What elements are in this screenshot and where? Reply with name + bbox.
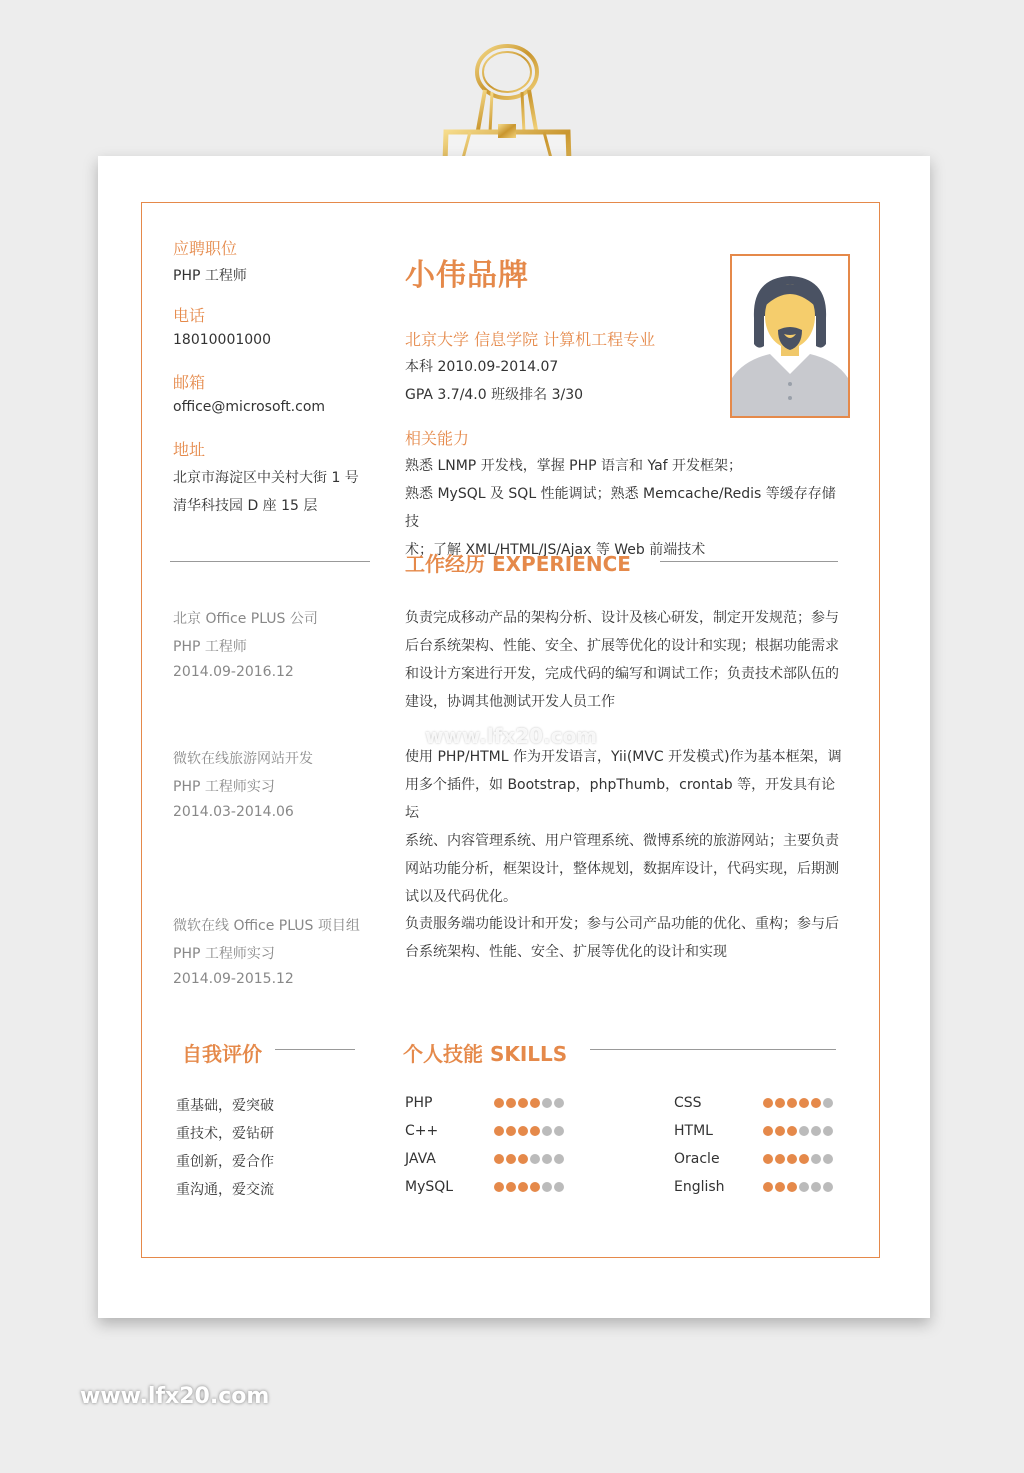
position-label: 应聘职位 xyxy=(173,239,238,258)
rating-dot-filled xyxy=(494,1126,504,1136)
rating-dot-empty xyxy=(542,1154,552,1164)
exp-role: PHP 工程师 xyxy=(173,639,247,655)
education-school: 北京大学 信息学院 计算机工程专业 xyxy=(405,330,656,349)
rating-dot-filled xyxy=(763,1098,773,1108)
rating-dot-filled xyxy=(787,1098,797,1108)
education-degree: 本科 2010.09-2014.07 xyxy=(405,359,559,375)
rating-dot-filled xyxy=(763,1126,773,1136)
education-gpa: GPA 3.7/4.0 班级排名 3/30 xyxy=(405,387,584,403)
abilities-line: 熟悉 LNMP 开发栈，掌握 PHP 语言和 Yaf 开发框架； xyxy=(405,458,743,474)
skill-rating xyxy=(494,1154,564,1164)
rating-dot-empty xyxy=(823,1098,833,1108)
skill-name: PHP xyxy=(405,1095,433,1111)
self-eval-divider xyxy=(275,1049,355,1050)
rating-dot-empty xyxy=(799,1182,809,1192)
exp-line: 负责完成移动产品的架构分析、设计及核心研发，制定开发规范；参与 xyxy=(405,610,839,626)
rating-dot-empty xyxy=(554,1182,564,1192)
phone-value: 18010001000 xyxy=(173,332,271,348)
rating-dot-empty xyxy=(542,1126,552,1136)
abilities-title: 相关能力 xyxy=(405,429,470,448)
rating-dot-empty xyxy=(799,1126,809,1136)
self-eval-item: 重基础，爱突破 xyxy=(176,1098,274,1114)
skills-divider xyxy=(590,1049,836,1050)
skill-name: Oracle xyxy=(674,1151,720,1167)
rating-dot-filled xyxy=(775,1154,785,1164)
rating-dot-empty xyxy=(554,1098,564,1108)
exp-line: 台系统架构、性能、安全、扩展等优化的设计和实现 xyxy=(405,944,727,960)
rating-dot-empty xyxy=(554,1126,564,1136)
address-label: 地址 xyxy=(173,440,206,459)
rating-dot-filled xyxy=(518,1154,528,1164)
rating-dot-empty xyxy=(811,1182,821,1192)
watermark-center: www.lfx20.com xyxy=(425,724,598,748)
candidate-name: 小伟品牌 xyxy=(405,258,529,293)
skill-rating xyxy=(763,1098,833,1108)
rating-dot-filled xyxy=(787,1126,797,1136)
position-value: PHP 工程师 xyxy=(173,268,247,284)
rating-dot-filled xyxy=(787,1154,797,1164)
exp-description xyxy=(405,743,845,911)
exp-line: 用多个插件，如 Bootstrap，phpThumb，crontab 等，开发具有论坛 xyxy=(405,777,836,821)
skill-name: C++ xyxy=(405,1123,439,1139)
address-line-1: 北京市海淀区中关村大街 1 号 xyxy=(173,470,359,486)
skill-name: HTML xyxy=(674,1123,713,1139)
skill-rating xyxy=(494,1126,564,1136)
self-eval-item: 重技术，爱钻研 xyxy=(176,1126,274,1142)
rating-dot-filled xyxy=(530,1126,540,1136)
exp-role: PHP 工程师实习 xyxy=(173,779,275,795)
rating-dot-filled xyxy=(506,1126,516,1136)
exp-period: 2014.09-2016.12 xyxy=(173,664,294,680)
skill-rating xyxy=(494,1098,564,1108)
rating-dot-filled xyxy=(530,1098,540,1108)
exp-line: 负责服务端功能设计和开发；参与公司产品功能的优化、重构；参与后 xyxy=(405,916,839,932)
rating-dot-empty xyxy=(823,1154,833,1164)
rating-dot-filled xyxy=(763,1154,773,1164)
skill-name: CSS xyxy=(674,1095,702,1111)
rating-dot-empty xyxy=(542,1098,552,1108)
rating-dot-filled xyxy=(506,1098,516,1108)
divider-left xyxy=(170,561,370,562)
exp-line: 和设计方案进行开发，完成代码的编写和调试工作；负责技术部队伍的 xyxy=(405,666,839,682)
rating-dot-filled xyxy=(518,1098,528,1108)
rating-dot-filled xyxy=(799,1154,809,1164)
rating-dot-empty xyxy=(823,1182,833,1192)
divider-right xyxy=(660,561,838,562)
rating-dot-empty xyxy=(530,1154,540,1164)
rating-dot-filled xyxy=(763,1182,773,1192)
experience-title: 工作经历 EXPERIENCE xyxy=(405,552,631,576)
rating-dot-empty xyxy=(542,1182,552,1192)
email-value: office@microsoft.com xyxy=(173,399,326,415)
phone-label: 电话 xyxy=(173,306,206,325)
rating-dot-filled xyxy=(494,1182,504,1192)
rating-dot-filled xyxy=(506,1154,516,1164)
exp-company: 微软在线旅游网站开发 xyxy=(173,751,313,767)
rating-dot-empty xyxy=(823,1126,833,1136)
skill-rating xyxy=(763,1126,833,1136)
rating-dot-filled xyxy=(775,1126,785,1136)
rating-dot-filled xyxy=(775,1098,785,1108)
email-label: 邮箱 xyxy=(173,373,206,392)
exp-company: 北京 Office PLUS 公司 xyxy=(173,611,318,627)
self-eval-item: 重创新，爱合作 xyxy=(176,1154,274,1170)
rating-dot-filled xyxy=(530,1182,540,1192)
rating-dot-filled xyxy=(787,1182,797,1192)
address-line-2: 清华科技园 D 座 15 层 xyxy=(173,498,318,514)
rating-dot-filled xyxy=(494,1098,504,1108)
rating-dot-empty xyxy=(554,1154,564,1164)
rating-dot-filled xyxy=(518,1182,528,1192)
exp-description xyxy=(405,910,845,966)
exp-line: 系统、内容管理系统、用户管理系统、微博系统的旅游网站；主要负责 xyxy=(405,833,839,849)
exp-line: 建设，协调其他测试开发人员工作 xyxy=(405,694,615,710)
rating-dot-filled xyxy=(506,1182,516,1192)
exp-line: 试以及代码优化。 xyxy=(405,889,517,905)
exp-company: 微软在线 Office PLUS 项目组 xyxy=(173,918,360,934)
rating-dot-filled xyxy=(775,1182,785,1192)
skill-name: MySQL xyxy=(405,1179,454,1195)
exp-role: PHP 工程师实习 xyxy=(173,946,275,962)
exp-period: 2014.09-2015.12 xyxy=(173,971,294,987)
self-eval-title: 自我评价 xyxy=(182,1042,262,1066)
abilities-line: 术；了解 XML/HTML/JS/Ajax 等 Web 前端技术 xyxy=(405,542,706,558)
exp-line: 使用 PHP/HTML 作为开发语言，Yii(MVC 开发模式)作为基本框架，调 xyxy=(405,749,842,765)
watermark-corner: www.lfx20.com xyxy=(80,1384,270,1409)
skill-rating xyxy=(763,1182,833,1192)
exp-period: 2014.03-2014.06 xyxy=(173,804,294,820)
skill-rating xyxy=(763,1154,833,1164)
skills-title: 个人技能 SKILLS xyxy=(403,1042,568,1066)
abilities-line: 熟悉 MySQL 及 SQL 性能调试；熟悉 Memcache/Redis 等缓存存储技 xyxy=(405,486,836,530)
exp-description xyxy=(405,604,845,716)
self-eval-item: 重沟通，爱交流 xyxy=(176,1182,274,1198)
skill-rating xyxy=(494,1182,564,1192)
rating-dot-empty xyxy=(811,1154,821,1164)
rating-dot-empty xyxy=(811,1126,821,1136)
skill-name: English xyxy=(674,1179,725,1195)
rating-dot-filled xyxy=(799,1098,809,1108)
rating-dot-filled xyxy=(518,1126,528,1136)
rating-dot-filled xyxy=(811,1098,821,1108)
avatar xyxy=(730,254,850,418)
exp-line: 后台系统架构、性能、安全、扩展等优化的设计和实现；根据功能需求 xyxy=(405,638,839,654)
skill-name: JAVA xyxy=(405,1151,436,1167)
exp-line: 网站功能分析，框架设计，整体规划，数据库设计，代码实现，后期测 xyxy=(405,861,839,877)
person-avatar-icon xyxy=(732,256,848,416)
rating-dot-filled xyxy=(494,1154,504,1164)
